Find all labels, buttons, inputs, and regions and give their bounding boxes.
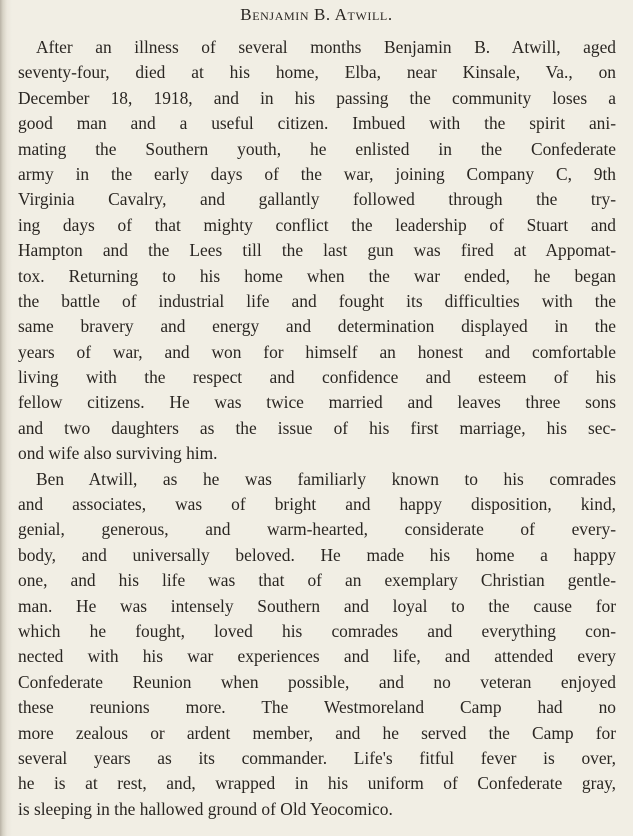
text-line: Confederate Reunion when possible, and no veteran enjoyed	[18, 671, 616, 692]
text-line: mating the Southern youth, he enlisted in the Confederate	[18, 138, 616, 159]
text-line: army in the early days of the war, joining Company C, 9th	[18, 163, 616, 184]
text-line: living with the respect and confidence and esteem of his	[18, 367, 616, 388]
text-line: these reunions more. The Westmoreland Camp had no	[18, 697, 616, 718]
text-line: After an illness of several months Benjamin B. Atwill, aged	[36, 37, 616, 57]
text-line: seventy-four, died at his home, Elba, near Kinsale, Va., on	[18, 62, 616, 83]
text-line: tox. Returning to his home when the war ended, he began	[18, 265, 616, 286]
text-line: fellow citizens. He was twice married and leaves three sons	[18, 392, 616, 413]
text-line: genial, generous, and warm-hearted, considerate of every-	[18, 519, 616, 540]
text-line: the battle of industrial life and fought its difficulties with the	[18, 290, 616, 311]
text-line: years of war, and won for himself an honest and comfortable	[18, 341, 616, 362]
text-line: body, and universally beloved. He made his home a happy	[18, 544, 616, 565]
text-line: December 18, 1918, and in his passing the community loses a	[18, 87, 616, 108]
text-line: nected with his war experiences and life, and attended every	[18, 646, 616, 667]
text-line: which he fought, loved his comrades and everything con-	[18, 620, 616, 641]
text-line: more zealous or ardent member, and he served the Camp for	[18, 722, 616, 743]
text-line: and two daughters as the issue of his first marriage, his sec-	[18, 417, 616, 438]
text-line: same bravery and energy and determination displayed in the	[18, 316, 616, 337]
obituary-body	[18, 35, 616, 822]
paragraph-2	[18, 467, 616, 822]
text-line: ond wife also surviving him.	[18, 443, 218, 464]
obituary-heading: Benjamin B. Atwill.	[240, 5, 393, 24]
text-line: man. He was intensely Southern and loyal to the cause for	[18, 595, 616, 616]
text-line: Ben Atwill, as he was familiarly known to his comrades	[36, 468, 616, 489]
text-line: is sleeping in the hallowed ground of Old Yeocomico.	[18, 798, 393, 819]
text-line: and associates, was of bright and happy disposition, kind,	[18, 494, 616, 515]
text-line: Hampton and the Lees till the last gun was fired at Appomat-	[18, 240, 616, 261]
text-line: one, and his life was that of an exemplary Christian gentle-	[18, 570, 616, 591]
text-line: several years as its commander. Life's fitful fever is over,	[18, 747, 616, 768]
paragraph-1	[18, 35, 616, 467]
text-line: Virginia Cavalry, and gallantly followed through the try-	[18, 189, 616, 210]
text-line: ing days of that mighty conflict the leadership of Stuart and	[18, 214, 616, 235]
text-line: he is at rest, and, wrapped in his uniform of Confederate gray,	[18, 773, 616, 794]
text-line: good man and a useful citizen. Imbued with the spirit ani-	[18, 113, 616, 134]
page-gutter-shadow	[0, 0, 12, 836]
